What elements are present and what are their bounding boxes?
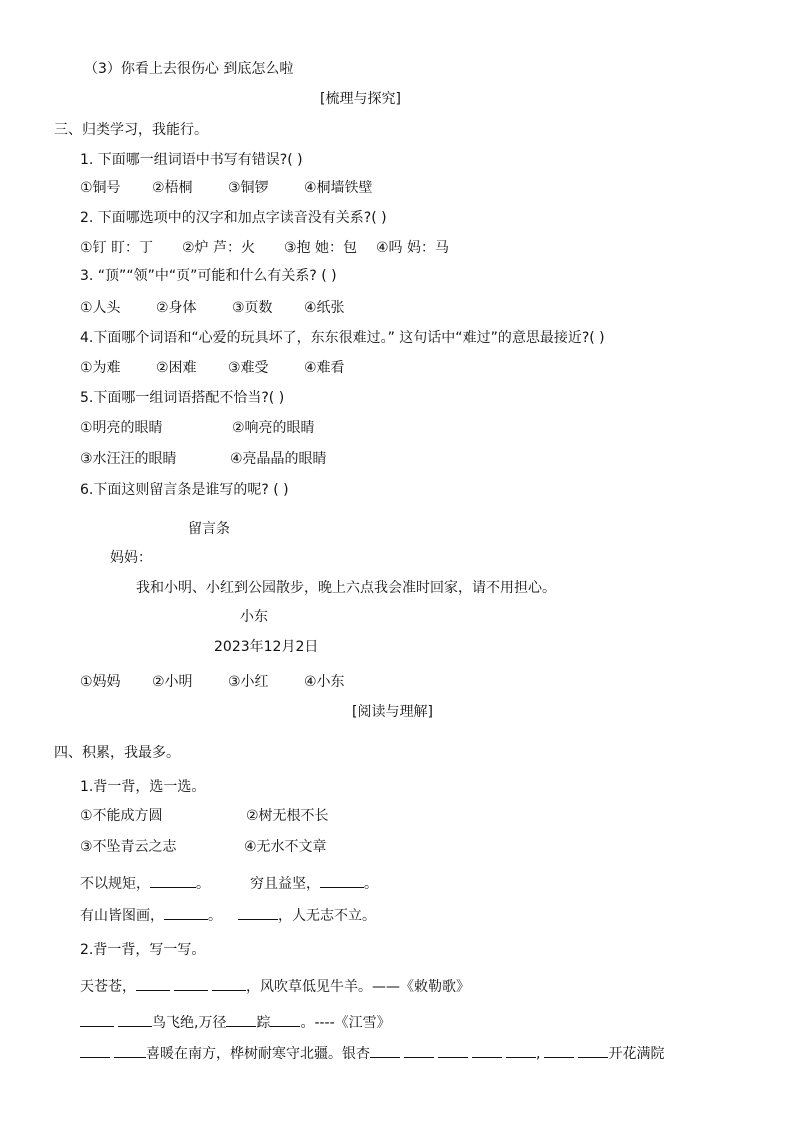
poem-text: 天苍苍， (80, 979, 136, 995)
answer-blank[interactable] (506, 1044, 536, 1058)
option[interactable]: ①人头 (80, 300, 121, 316)
option[interactable]: ①明亮的眼睛 (80, 420, 163, 436)
section3-heading: 三、归类学习，我能行。 (54, 122, 208, 138)
answer-blank[interactable] (80, 1013, 114, 1027)
answer-blank[interactable] (438, 1044, 468, 1058)
option[interactable]: ④吗 妈：马 (376, 240, 450, 256)
option[interactable]: ③不坠青云之志 (80, 839, 177, 855)
poem-text: 鸟飞绝,万径 (152, 1015, 227, 1031)
poem-line-3 (80, 1044, 664, 1064)
fill-text: 有山皆图画， (80, 908, 164, 924)
note-title: 留言条 (188, 521, 230, 537)
poem-text: 踪 (256, 1015, 271, 1031)
answer-blank[interactable] (320, 874, 364, 888)
top-item: （3）你看上去很伤心 到底怎么啦 (84, 61, 294, 77)
q3-6-options (80, 672, 345, 692)
q3-6-stem: 6.下面这则留言条是谁写的呢? ( ) (80, 482, 289, 498)
q3-1-options (80, 178, 373, 198)
option[interactable]: ③水汪汪的眼睛 (80, 451, 177, 467)
note-greeting: 妈妈： (110, 550, 152, 566)
poem-text: 喜暖在南方，桦树耐寒守北疆。银杏 (146, 1046, 370, 1062)
option[interactable]: ①为难 (80, 360, 121, 376)
q3-3-stem: 3. “顶”“领”中“页”可能和什么有关系? ( ) (80, 268, 337, 284)
q3-2-options (80, 238, 449, 258)
fill-row-1 (80, 874, 378, 894)
q3-5-options-row1 (80, 418, 315, 438)
option[interactable]: ②困难 (156, 360, 197, 376)
option[interactable]: ②响亮的眼睛 (232, 420, 315, 436)
answer-blank[interactable] (136, 977, 170, 991)
answer-blank[interactable] (150, 874, 196, 888)
note-body: 我和小明、小红到公园散步，晚上六点我会准时回家，请不用担心。 (136, 580, 556, 596)
option[interactable]: ④亮晶晶的眼睛 (230, 451, 327, 467)
q3-5-stem: 5.下面哪一组词语搭配不恰当?( ) (80, 390, 285, 406)
answer-blank[interactable] (174, 977, 208, 991)
answer-blank[interactable] (164, 906, 208, 920)
option[interactable]: ②炉 芦：火 (182, 240, 256, 256)
q3-2-stem: 2. 下面哪选项中的汉字和加点字读音没有关系?( ) (80, 210, 387, 226)
section-tag-reading: [阅读与理解] (352, 704, 433, 720)
q3-4-options (80, 358, 345, 378)
option[interactable]: ②身体 (156, 300, 197, 316)
answer-blank[interactable] (114, 1044, 146, 1058)
fill-text: 。 (196, 876, 210, 892)
option[interactable]: ②树无根不长 (246, 808, 329, 824)
q4-2-stem: 2.背一背，写一写。 (80, 942, 206, 958)
poem-text: , (536, 1046, 541, 1062)
section4-heading: 四、积累，我最多。 (54, 745, 180, 761)
q4-1-options-row1 (80, 806, 329, 826)
fill-text: 。 (364, 876, 378, 892)
option[interactable]: ①铜号 (80, 180, 121, 196)
answer-blank[interactable] (80, 1044, 110, 1058)
q4-1-stem: 1.背一背，选一选。 (80, 779, 206, 795)
option[interactable]: ③小红 (228, 674, 269, 690)
option[interactable]: ①妈妈 (80, 674, 121, 690)
fill-text: ，人无志不立。 (278, 908, 376, 924)
q3-5-options-row2 (80, 449, 327, 469)
option[interactable]: ③难受 (228, 360, 269, 376)
fill-text: 。 (208, 908, 222, 924)
option[interactable]: ②梧桐 (152, 180, 193, 196)
q3-4-stem: 4.下面哪个词语和“心爱的玩具坏了，东东很难过。” 这句话中“难过”的意思最接近?( ) (80, 330, 605, 346)
poem-text: 开花满院 (608, 1046, 665, 1062)
option[interactable]: ②小明 (152, 674, 193, 690)
note-date: 2023年12月2日 (214, 639, 319, 655)
q4-1-options-row2 (80, 837, 327, 857)
answer-blank[interactable] (212, 977, 246, 991)
option[interactable]: ①不能成方圆 (80, 808, 163, 824)
option[interactable]: ③铜锣 (228, 180, 269, 196)
fill-text: 穷且益坚， (250, 876, 320, 892)
answer-blank[interactable] (544, 1044, 574, 1058)
option[interactable]: ④纸张 (304, 300, 345, 316)
answer-blank[interactable] (472, 1044, 502, 1058)
answer-blank[interactable] (578, 1044, 608, 1058)
fill-text: 不以规矩， (80, 876, 150, 892)
poem-line-1 (80, 977, 470, 997)
poem-text: 。----《江雪》 (300, 1015, 391, 1031)
q3-3-options (80, 298, 345, 318)
q3-1-stem: 1. 下面哪一组词语中书写有错误?( ) (80, 152, 303, 168)
option[interactable]: ④桐墙铁壁 (304, 180, 373, 196)
answer-blank[interactable] (226, 1013, 256, 1027)
poem-line-2 (80, 1013, 391, 1033)
option[interactable]: ④无水不文章 (244, 839, 327, 855)
option[interactable]: ③页数 (232, 300, 273, 316)
answer-blank[interactable] (118, 1013, 152, 1027)
fill-row-2 (80, 906, 376, 926)
answer-blank[interactable] (404, 1044, 434, 1058)
answer-blank[interactable] (238, 906, 278, 920)
option[interactable]: ①钉 盯：丁 (80, 240, 154, 256)
answer-blank[interactable] (370, 1044, 400, 1058)
poem-text: ，风吹草低见牛羊。——《敕勒歌》 (246, 979, 470, 995)
note-signature: 小东 (240, 609, 268, 625)
section-tag-explore: [梳理与探究] (320, 91, 401, 107)
answer-blank[interactable] (270, 1013, 300, 1027)
option[interactable]: ④小东 (304, 674, 345, 690)
option[interactable]: ④难看 (304, 360, 345, 376)
option[interactable]: ③抱 她：包 (284, 240, 358, 256)
